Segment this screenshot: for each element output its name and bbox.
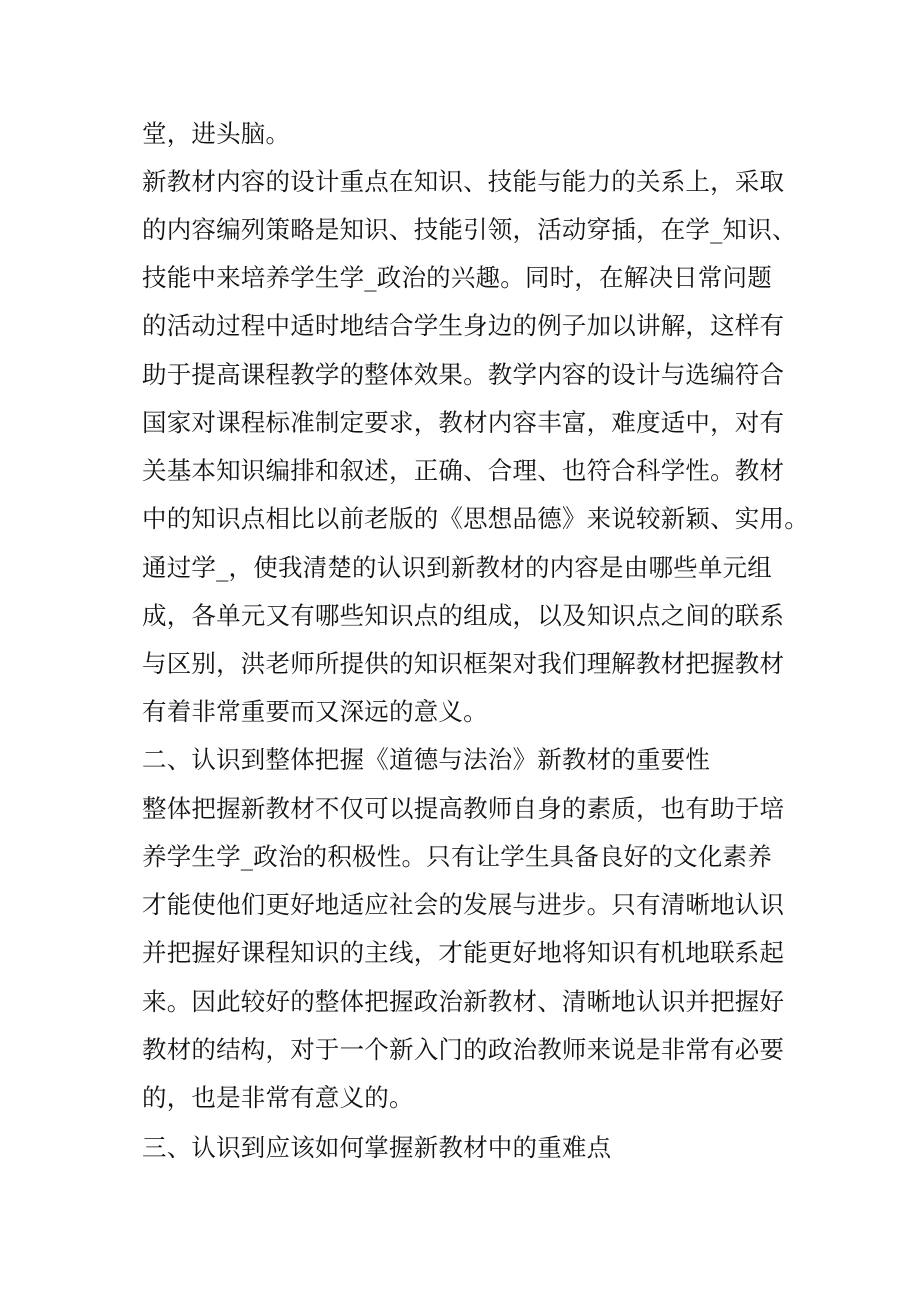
text-line: 成，各单元又有哪些知识点的组成，以及知识点之间的联系: [142, 601, 785, 630]
text-line: 通过学_，使我清楚的认识到新教材的内容是由哪些单元组: [142, 553, 772, 582]
text-line: 并把握好课程知识的主线，才能更好地将知识有机地联系起: [142, 938, 785, 967]
text-line: 新教材内容的设计重点在知识、技能与能力的关系上，采取: [142, 167, 785, 196]
text-line: 养学生学_政治的积极性。只有让学生具备良好的文化素养: [142, 842, 772, 871]
text-line: 整体把握新教材不仅可以提高教师自身的素质，也有助于培: [142, 794, 785, 823]
text-line: 堂，进头脑。: [142, 119, 291, 148]
text-line: 技能中来培养学生学_政治的兴趣。同时，在解决日常问题: [142, 263, 772, 292]
text-line: 国家对课程标准制定要求，教材内容丰富，难度适中，对有: [142, 408, 785, 437]
section-heading: 三、认识到应该如何掌握新教材中的重难点: [142, 1133, 612, 1162]
text-line: 的，也是非常有意义的。: [142, 1083, 414, 1112]
text-line: 的内容编列策略是知识、技能引领，活动穿插，在学_知识、: [142, 215, 797, 244]
text-line: 教材的结构，对于一个新入门的政治教师来说是非常有必要: [142, 1035, 785, 1064]
text-line: 助于提高课程教学的整体效果。教学内容的设计与选编符合: [142, 360, 785, 389]
text-line: 与区别，洪老师所提供的知识框架对我们理解教材把握教材: [142, 649, 785, 678]
text-line: 才能使他们更好地适应社会的发展与进步。只有清晰地认识: [142, 890, 785, 919]
section-heading: 二、认识到整体把握《道德与法治》新教材的重要性: [142, 745, 711, 774]
text-line: 来。因此较好的整体把握政治新教材、清晰地认识并把握好: [142, 987, 785, 1016]
text-line: 关基本知识编排和叙述，正确、合理、也符合科学性。教材: [142, 456, 785, 485]
text-line: 有着非常重要而又深远的意义。: [142, 697, 488, 726]
text-line: 的活动过程中适时地结合学生身边的例子加以讲解，这样有: [142, 311, 785, 340]
text-line: 中的知识点相比以前老版的《思想品德》来说较新颖、实用。: [142, 504, 809, 533]
